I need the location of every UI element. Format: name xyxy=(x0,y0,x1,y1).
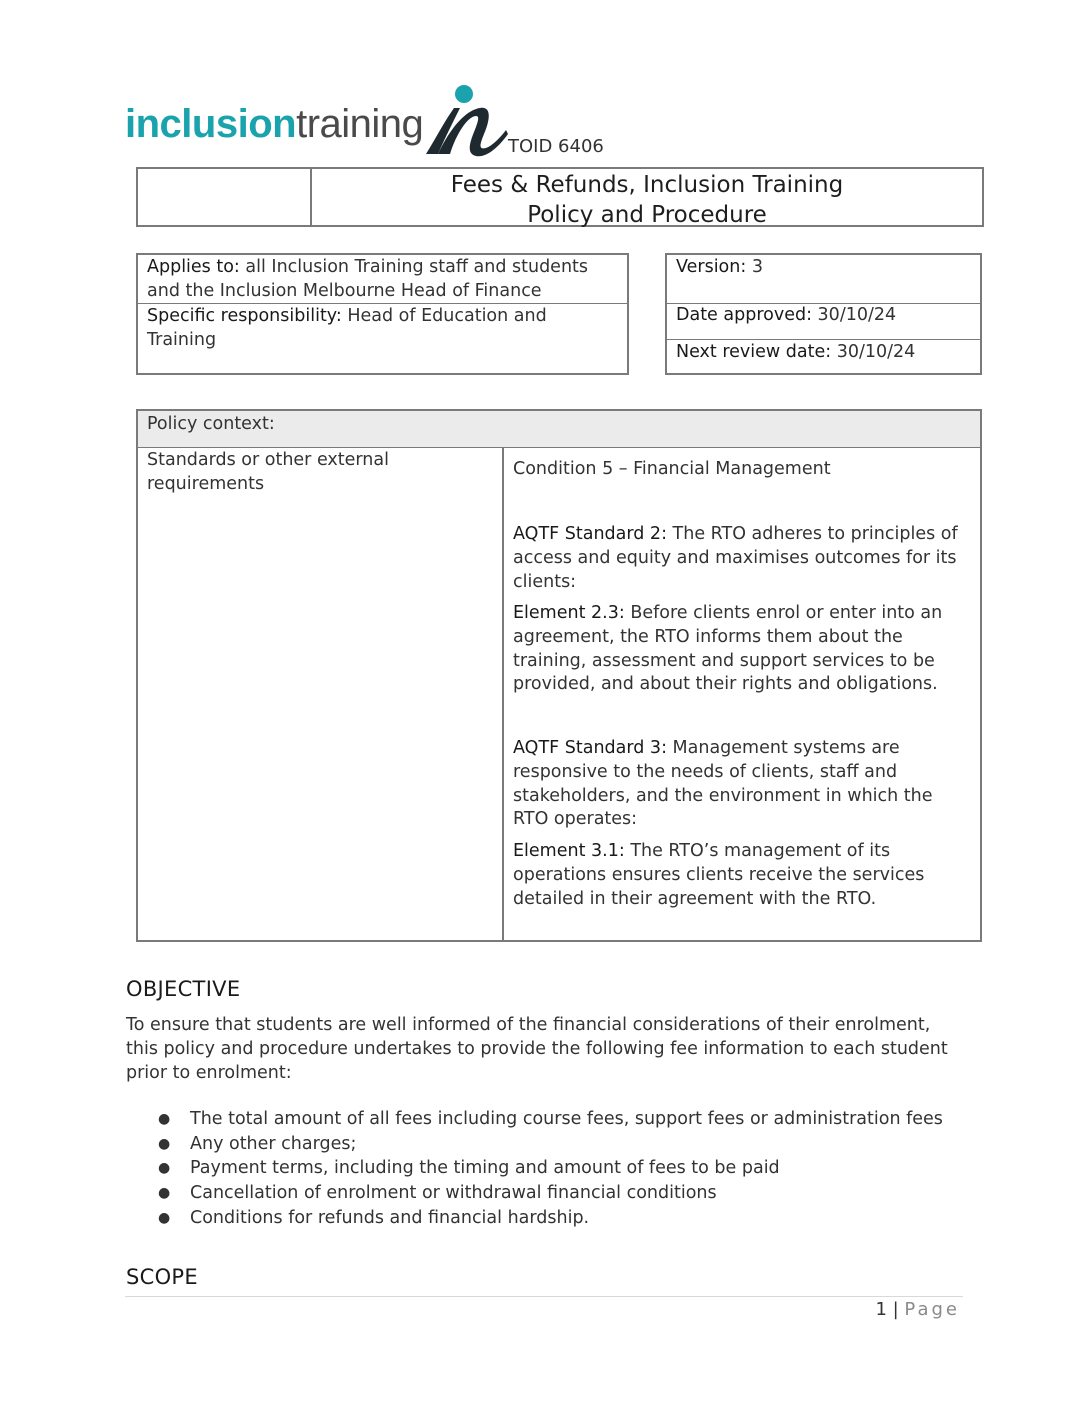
aqtf-standard-3 xyxy=(513,737,973,832)
bullet-icon: ● xyxy=(158,1209,171,1226)
applies-label: Applies to: xyxy=(147,257,240,277)
list-item: ● Cancellation of enrolment or withdrawal financial conditions xyxy=(126,1181,1026,1206)
objective-heading: OBJECTIVE xyxy=(126,977,241,1001)
version-row xyxy=(667,255,980,304)
el31-label: Element 3.1: xyxy=(513,841,625,861)
document-title xyxy=(312,169,982,230)
el23-text: Before clients enrol or enter into an agreement, the RTO informs them about the training, assessment and support services to be provided, and about their rights and obligations. xyxy=(513,603,943,695)
policy-context-table xyxy=(136,409,982,942)
responsibility-cell xyxy=(147,305,619,352)
fee-info-list xyxy=(126,1107,1026,1231)
review-label: Next review date: xyxy=(676,342,832,362)
page-separator: | xyxy=(886,1299,905,1320)
toid-number: TOID 6406 xyxy=(508,136,604,157)
list-item: ● Payment terms, including the timing and amount of fees to be paid xyxy=(126,1156,1026,1181)
applies-cell xyxy=(147,256,619,303)
logo-mark-icon xyxy=(420,82,512,158)
el31-text: The RTO’s management of its operations ensures clients receive the services detailed in their agreement with the RTO. xyxy=(513,841,925,909)
title-empty-cell xyxy=(138,169,312,225)
element-2-3 xyxy=(513,602,973,697)
condition-5: Condition 5 – Financial Management xyxy=(513,459,831,479)
approved-cell xyxy=(676,304,972,328)
version-value: 3 xyxy=(746,257,763,277)
version-label: Version: xyxy=(676,257,747,277)
logo-training: training xyxy=(296,102,424,146)
list-item: ● The total amount of all fees including course fees, support fees or administration fees xyxy=(126,1107,1026,1132)
list-item: ● Any other charges; xyxy=(126,1132,1026,1157)
policy-context-heading: Policy context: xyxy=(147,414,275,434)
logo-wordmark xyxy=(125,100,423,148)
responsibility-value: Head of Education and Training xyxy=(147,306,547,350)
el23-label: Element 2.3: xyxy=(513,603,625,623)
standards-label: Standards or other external requirements xyxy=(147,450,389,494)
std2-text: The RTO adheres to principles of access and equity and maximises outcomes for its clients: xyxy=(513,524,958,592)
aqtf-standard-2 xyxy=(513,523,973,594)
policy-context-header xyxy=(138,411,980,448)
list-item: ● Conditions for refunds and financial hardship. xyxy=(126,1206,1026,1231)
page-footer xyxy=(875,1299,960,1320)
approved-row xyxy=(667,303,980,340)
version-table xyxy=(665,253,982,375)
review-cell xyxy=(676,341,972,365)
std2-label: AQTF Standard 2: xyxy=(513,524,667,544)
std3-label: AQTF Standard 3: xyxy=(513,738,667,758)
page-word: Page xyxy=(904,1299,960,1320)
bullet-icon: ● xyxy=(158,1111,171,1127)
title-line-1: Fees & Refunds, Inclusion Training xyxy=(450,172,844,198)
approved-label: Date approved: xyxy=(676,305,812,325)
page-number: 1 xyxy=(875,1299,887,1320)
scope-heading: SCOPE xyxy=(126,1265,198,1289)
objective-text: To ensure that students are well informed of the financial considerations of their enrolment, this policy and procedure undertakes to provide the following fee information to each student prior to enrolment: xyxy=(126,1015,948,1083)
applies-value: all Inclusion Training staff and students and the Inclusion Melbourne Head of Finance xyxy=(147,257,589,301)
logo-inclusion: inclusion xyxy=(125,102,297,146)
version-cell xyxy=(676,256,972,280)
bullet-icon: ● xyxy=(158,1135,171,1152)
responsibility-label: Specific responsibility: xyxy=(147,306,342,326)
title-line-2: Policy and Procedure xyxy=(527,202,767,228)
bullet-icon: ● xyxy=(158,1160,171,1177)
std3-text: Management systems are responsive to the needs of clients, staff and stakeholders, and the environment in which the RTO operates: xyxy=(513,738,933,830)
review-value: 30/10/24 xyxy=(831,342,916,362)
bullet-icon: ● xyxy=(158,1185,171,1202)
applies-table xyxy=(136,253,629,375)
element-3-1 xyxy=(513,840,973,911)
footer-divider xyxy=(125,1296,963,1297)
applies-row xyxy=(138,255,627,304)
column-divider xyxy=(502,447,504,940)
approved-value: 30/10/24 xyxy=(811,305,897,325)
title-table xyxy=(136,167,984,227)
